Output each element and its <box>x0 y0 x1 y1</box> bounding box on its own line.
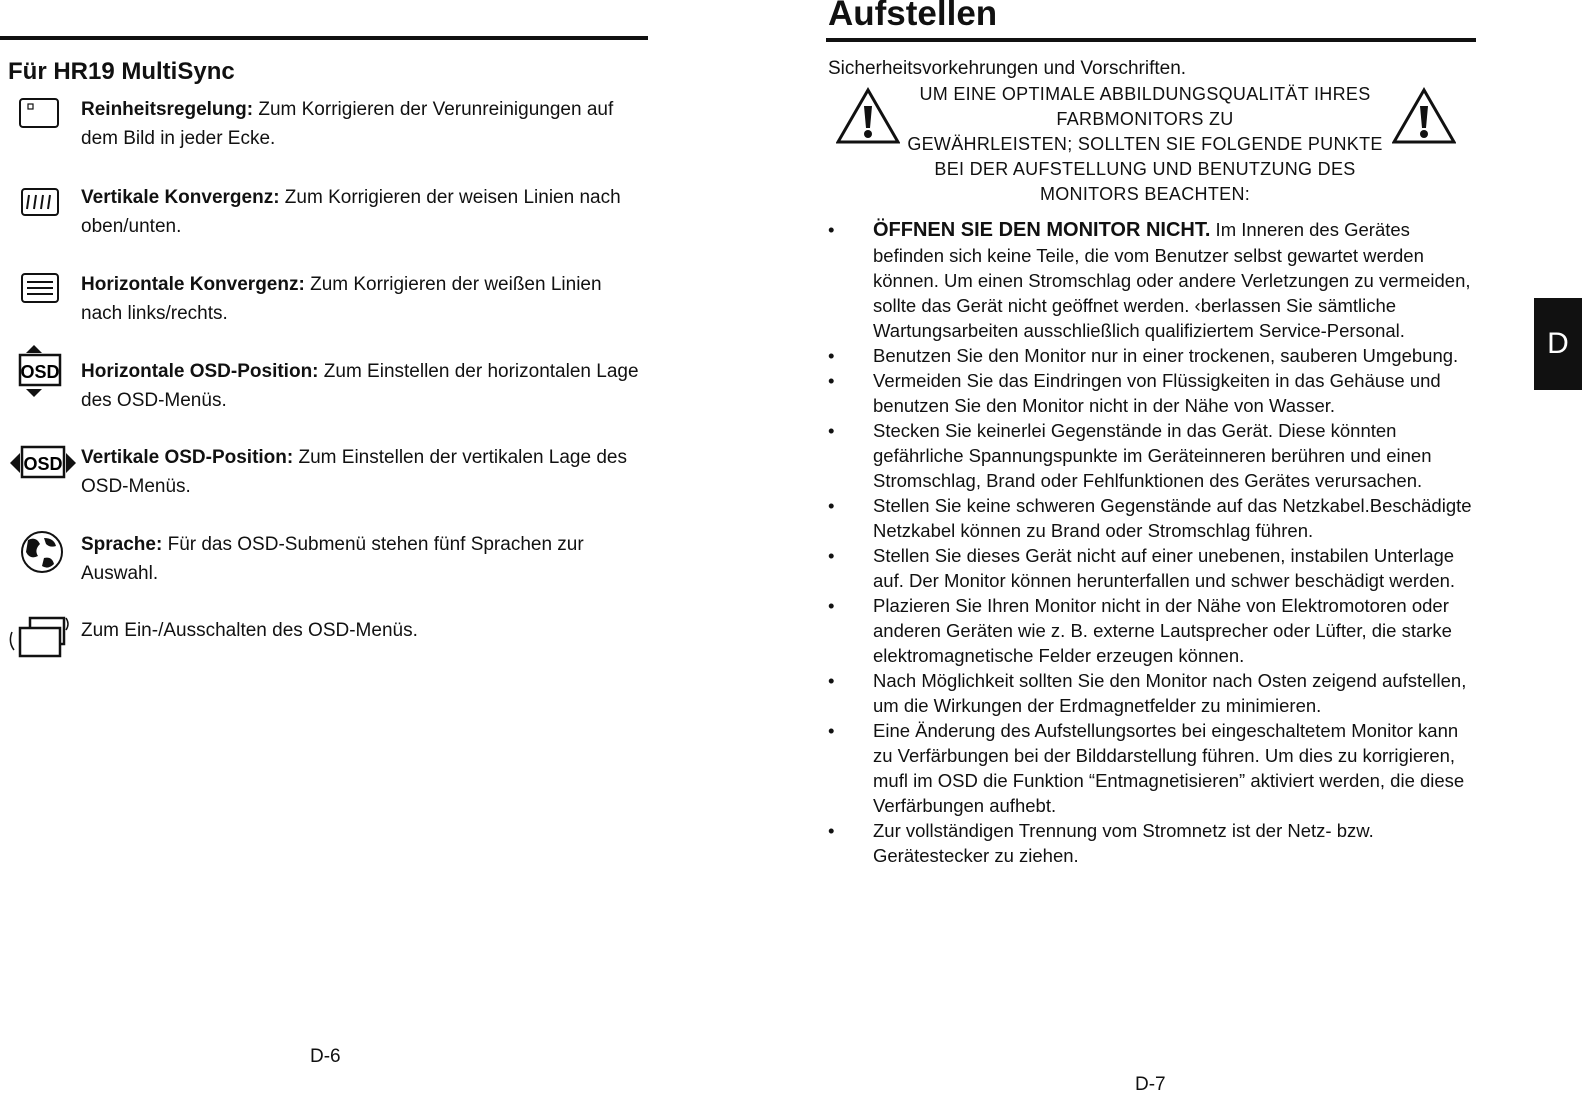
bullet: • <box>828 495 835 516</box>
page-number-right: D-7 <box>1135 1074 1166 1095</box>
item-desc: Zum Ein-/Ausschalten des OSD-Menüs. <box>81 620 418 641</box>
safety-list <box>828 217 1478 868</box>
item-title: Reinheitsregelung: <box>81 99 254 120</box>
bullet: • <box>828 595 835 616</box>
vertical-convergence-icon <box>0 183 70 247</box>
item-text <box>81 616 646 645</box>
bullet-text: Stellen Sie keine schweren Gegenstände auf das Netzkabel.Beschädigte Netzkabel können zu Brand oder Stromschlag führen. <box>873 495 1472 541</box>
bullet: • <box>828 345 835 366</box>
list-item <box>828 543 1478 593</box>
bullet-text: Vermeiden Sie das Eindringen von Flüssigkeiten in das Gehäuse und benutzen Sie den Monitor nicht in der Nähe von Wasser. <box>873 370 1441 416</box>
item-text <box>81 95 646 153</box>
item-desc: Für das OSD-Submenü stehen fünf Sprachen zur Auswahl. <box>81 534 584 584</box>
item-title: Sprache: <box>81 534 163 555</box>
horizontal-convergence-icon <box>0 270 70 334</box>
item-text <box>81 183 646 241</box>
warning-text <box>905 82 1385 207</box>
osd-vertical-position-icon <box>0 443 70 507</box>
purity-icon <box>0 95 70 159</box>
list-item <box>828 668 1478 718</box>
bullet-bold: ÖFFNEN SIE DEN MONITOR NICHT. <box>873 219 1211 241</box>
list-item <box>828 593 1478 668</box>
bullet-text: Im Inneren des Gerätes befinden sich keine Teile, die vom Benutzer selbst gewartet werden können. Um einen Stromschlag oder andere Verletzungen zu vermeiden, sollte das Gerät nicht geöffnet werden. ‹berlassen Sie sämtliche Wartungsarbeiten ausschließlich qualifiziertem Service-Personal. <box>873 219 1471 341</box>
item-text <box>81 443 646 501</box>
intro-text: Sicherheitsvorkehrungen und Vorschriften. <box>828 58 1187 79</box>
bullet-text: Eine Änderung des Aufstellungsortes bei eingeschaltetem Monitor kann zu Verfärbungen bei der Bilddarstellung führen. Um dies zu korrigieren, mufl im OSD die Funktion “Entmagnetisieren” aktiviert werden, die diese Verfärbungen aufhebt. <box>873 720 1465 816</box>
bullet: • <box>828 820 835 841</box>
list-item <box>828 217 1478 343</box>
list-item <box>828 718 1478 818</box>
bullet: • <box>828 670 835 691</box>
language-tab: D <box>1534 298 1582 390</box>
osd-toggle-icon <box>0 616 70 680</box>
warning-icon <box>1392 86 1456 148</box>
item-desc: Zum Korrigieren der weisen Linien nach oben/unten. <box>81 187 621 237</box>
list-item <box>828 418 1478 493</box>
item-desc: Zum Korrigieren der Verunreinigungen auf dem Bild in jeder Ecke. <box>81 99 614 149</box>
bullet: • <box>828 370 835 391</box>
item-desc: Zum Einstellen der horizontalen Lage des OSD-Menüs. <box>81 361 639 411</box>
list-item <box>828 368 1478 418</box>
bullet-text: Stellen Sie dieses Gerät nicht auf einer unebenen, instabilen Unterlage auf. Der Monitor können herunterfallen und schwer beschädigt werden. <box>873 545 1456 591</box>
item-text <box>81 270 646 328</box>
title-rule <box>826 38 1476 42</box>
item-text <box>81 357 646 415</box>
bullet: • <box>828 219 835 240</box>
bullet: • <box>828 420 835 441</box>
warning-icon <box>836 86 900 148</box>
list-item <box>828 493 1478 543</box>
section-title: Für HR19 MultiSync <box>8 58 235 85</box>
bullet-text: Plazieren Sie Ihren Monitor nicht in der Nähe von Elektromotoren oder anderen Geräten wie z. B. externe Lautsprecher oder Lüfter, die starke elektromagnetische Felder erzeugen können. <box>873 595 1452 666</box>
bullet-text: Nach Möglichkeit sollten Sie den Monitor nach Osten zeigend aufstellen, um die Wirkungen der Erdmagnetfelder zu minimieren. <box>873 670 1467 716</box>
warning-line: FARBMONITORS ZU <box>1056 109 1234 129</box>
bullet-text: Zur vollständigen Trennung vom Stromnetz ist der Netz- bzw. Gerätestecker zu ziehen. <box>873 820 1374 866</box>
bullet: • <box>828 720 835 741</box>
warning-line: UM EINE OPTIMALE ABBILDUNGSQUALITÄT IHRES <box>919 84 1371 104</box>
warning-line: BEI DER AUFSTELLUNG UND BENUTZUNG DES <box>934 159 1356 179</box>
osd-horizontal-position-icon <box>0 343 70 407</box>
list-item <box>828 343 1478 368</box>
item-title: Horizontale OSD-Position: <box>81 361 319 382</box>
item-desc: Zum Einstellen der vertikalen Lage des OSD-Menüs. <box>81 447 627 497</box>
item-desc: Zum Korrigieren der weißen Linien nach links/rechts. <box>81 274 602 324</box>
bullet-text: Stecken Sie keinerlei Gegenstände in das Gerät. Diese könnten gefährliche Spannungspunkte im Geräteinneren berühren und einen Stromschlag, Brand oder Fehlfunktionen des Gerätes verursachen. <box>873 420 1432 491</box>
page-number-left: D-6 <box>310 1046 341 1067</box>
warning-line: MONITORS BEACHTEN: <box>1039 184 1251 204</box>
svg-text:OSD: OSD <box>23 454 63 474</box>
warning-line: GEWÄHRLEISTEN; SOLLTEN SIE FOLGENDE PUNKTE <box>907 134 1383 154</box>
item-title: Vertikale OSD-Position: <box>81 447 294 468</box>
bullet: • <box>828 545 835 566</box>
list-item <box>828 818 1478 868</box>
bullet-text: Benutzen Sie den Monitor nur in einer trockenen, sauberen Umgebung. <box>873 345 1459 366</box>
item-title: Horizontale Konvergenz: <box>81 274 305 295</box>
svg-text:OSD: OSD <box>20 362 60 382</box>
top-rule <box>0 36 648 40</box>
globe-icon <box>0 530 70 594</box>
item-text <box>81 530 646 588</box>
item-title: Vertikale Konvergenz: <box>81 187 280 208</box>
page-title: Aufstellen <box>828 0 998 33</box>
